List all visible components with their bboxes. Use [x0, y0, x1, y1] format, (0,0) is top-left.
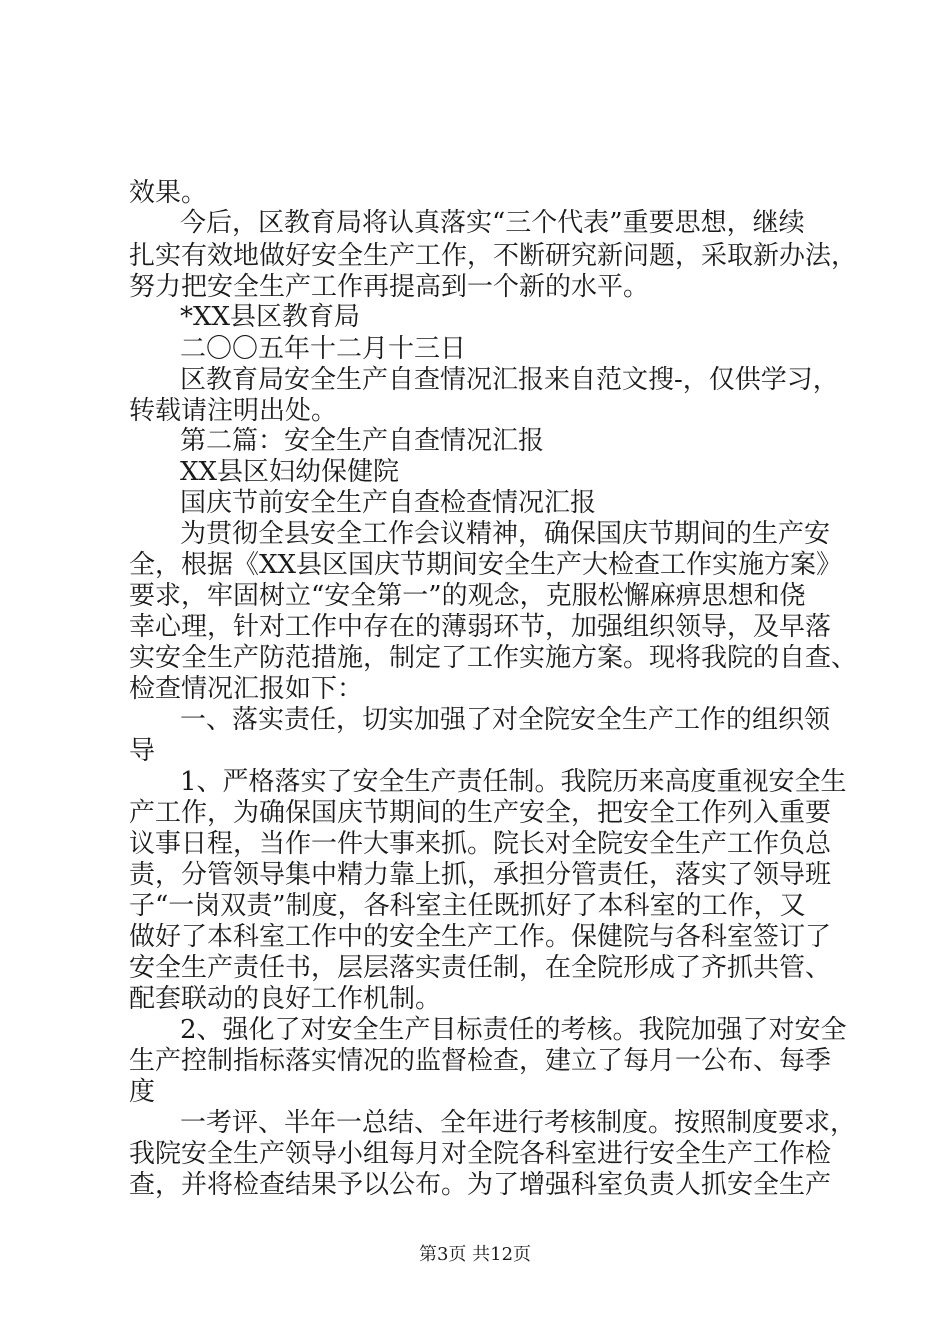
text-line: 区教育局安全生产自查情况汇报来自范文搜-，仅供学习， [180, 365, 839, 395]
text-line: 导 [129, 736, 156, 766]
text-line: 责，分管领导集中精力靠上抓，承担分管责任，落实了领导班 [129, 860, 832, 890]
text-line: 做好了本科室工作中的安全生产工作。保健院与各科室签订了 [129, 922, 832, 952]
text-line: 二〇〇五年十二月十三日 [180, 334, 467, 364]
text-line: *XX县区教育局 [180, 302, 361, 332]
page-number-footer: 第3页 共12页 [418, 1244, 532, 1265]
text-line: 今后，区教育局将认真落实“三个代表”重要思想，继续 [180, 208, 805, 238]
text-line: 一考评、半年一总结、全年进行考核制度。按照制度要求， [180, 1108, 857, 1138]
text-line: 我院安全生产领导小组每月对全院各科室进行安全生产工作检 [129, 1139, 832, 1169]
text-line: 产工作，为确保国庆节期间的生产安全，把安全工作列入重要 [129, 798, 832, 828]
text-line: 全，根据《XX县区国庆节期间安全生产大检查工作实施方案》 [129, 550, 843, 580]
text-line: 要求，牢固树立“安全第一”的观念，克服松懈麻痹思想和侥 [129, 581, 806, 611]
text-line: 配套联动的良好工作机制。 [129, 984, 442, 1014]
text-line: 议事日程，当作一件大事来抓。院长对全院安全生产工作负总 [129, 829, 832, 859]
text-line: 效果。 [129, 178, 208, 208]
text-line: XX县区妇幼保健院 [180, 457, 400, 487]
text-line: 转载请注明出处。 [129, 396, 338, 426]
text-line: 度 [129, 1077, 156, 1107]
text-line: 扎实有效地做好安全生产工作，不断研究新问题，采取新办法， [129, 241, 858, 271]
text-line: 检查情况汇报如下： [129, 674, 364, 704]
text-line: 安全生产责任书，层层落实责任制，在全院形成了齐抓共管、 [129, 953, 832, 983]
text-line: 幸心理，针对工作中存在的薄弱环节，加强组织领导，及早落 [129, 612, 832, 642]
text-line: 国庆节前安全生产自查检查情况汇报 [180, 488, 597, 518]
text-line: 子“一岗双责”制度，各科室主任既抓好了本科室的工作，又 [129, 891, 806, 921]
text-line: 实安全生产防范措施，制定了工作实施方案。现将我院的自查、 [129, 643, 858, 673]
text-line: 第二篇：安全生产自查情况汇报 [180, 426, 545, 456]
text-line: 生产控制指标落实情况的监督检查，建立了每月一公布、每季 [129, 1046, 832, 1076]
text-line: 为贯彻全县安全工作会议精神，确保国庆节期间的生产安 [180, 519, 831, 549]
text-line: 2、强化了对安全生产目标责任的考核。我院加强了对安全 [180, 1015, 847, 1045]
text-line: 1、严格落实了安全生产责任制。我院历来高度重视安全生 [180, 767, 847, 797]
text-line: 查，并将检查结果予以公布。为了增强科室负责人抓安全生产 [129, 1170, 832, 1200]
text-line: 一、落实责任，切实加强了对全院安全生产工作的组织领 [180, 705, 831, 735]
text-line: 努力把安全生产工作再提高到一个新的水平。 [129, 272, 650, 302]
